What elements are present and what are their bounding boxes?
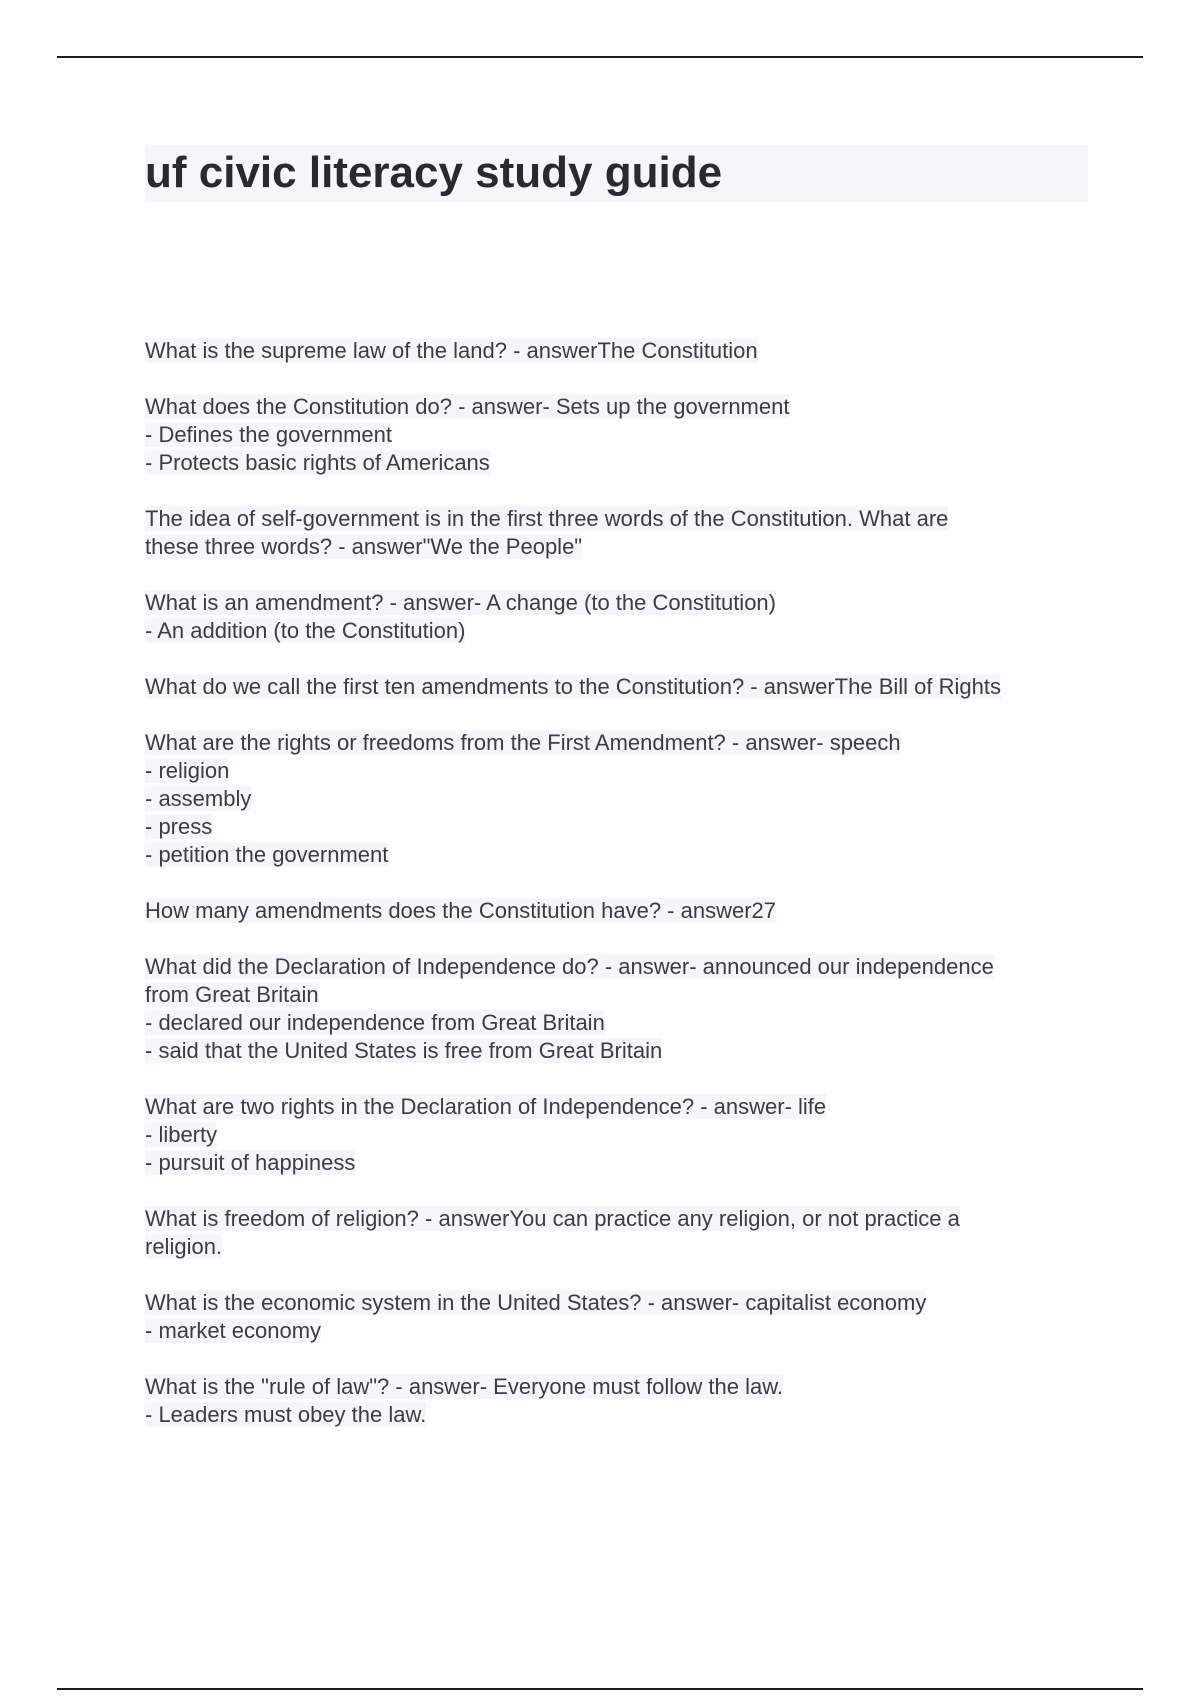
qa-line: these three words? - answer"We the People" <box>145 534 583 559</box>
qa-line: What is the "rule of law"? - answer- Everyone must follow the law. <box>145 1374 783 1399</box>
qa-line: What is freedom of religion? - answerYou can practice any religion, or not practice a <box>145 1206 960 1231</box>
qa-line: from Great Britain <box>145 982 319 1007</box>
qa-line: - petition the government <box>145 842 389 867</box>
qa-line: What is an amendment? - answer- A change (to the Constitution) <box>145 590 776 615</box>
top-rule <box>57 56 1143 58</box>
qa-item <box>145 1205 1105 1261</box>
qa-line: - An addition (to the Constitution) <box>145 618 466 643</box>
qa-line: What are two rights in the Declaration of Independence? - answer- life <box>145 1094 827 1119</box>
bottom-rule <box>57 1688 1143 1690</box>
qa-line: - declared our independence from Great Britain <box>145 1010 605 1035</box>
qa-line: - religion <box>145 758 230 783</box>
qa-line: What are the rights or freedoms from the First Amendment? - answer- speech <box>145 730 901 755</box>
qa-item <box>145 897 1105 925</box>
qa-line: - liberty <box>145 1122 218 1147</box>
qa-line: - assembly <box>145 786 252 811</box>
qa-item <box>145 393 1105 477</box>
qa-line: What do we call the first ten amendments to the Constitution? - answerThe Bill of Rights <box>145 674 1001 699</box>
qa-line: What did the Declaration of Independence do? - answer- announced our independence <box>145 954 994 979</box>
qa-line: - said that the United States is free from Great Britain <box>145 1038 663 1063</box>
qa-line: The idea of self-government is in the first three words of the Constitution. What are <box>145 506 949 531</box>
qa-line: - press <box>145 814 213 839</box>
qa-line: - market economy <box>145 1318 322 1343</box>
qa-list <box>145 337 1105 1457</box>
qa-item <box>145 729 1105 869</box>
qa-line: - Leaders must obey the law. <box>145 1402 427 1427</box>
qa-item <box>145 673 1105 701</box>
qa-line: - Defines the government <box>145 422 393 447</box>
qa-item <box>145 953 1105 1065</box>
qa-line: - pursuit of happiness <box>145 1150 356 1175</box>
qa-item <box>145 337 1105 365</box>
qa-item <box>145 505 1105 561</box>
qa-line: - Protects basic rights of Americans <box>145 450 490 475</box>
qa-line: What does the Constitution do? - answer- Sets up the government <box>145 394 790 419</box>
qa-item <box>145 1093 1105 1177</box>
document-title: uf civic literacy study guide <box>145 148 723 197</box>
qa-line: religion. <box>145 1234 223 1259</box>
qa-item <box>145 1373 1105 1429</box>
qa-line: How many amendments does the Constitution have? - answer27 <box>145 898 777 923</box>
qa-line: What is the supreme law of the land? - answerThe Constitution <box>145 338 758 363</box>
qa-line: What is the economic system in the United States? - answer- capitalist economy <box>145 1290 927 1315</box>
qa-item <box>145 1289 1105 1345</box>
qa-item <box>145 589 1105 645</box>
